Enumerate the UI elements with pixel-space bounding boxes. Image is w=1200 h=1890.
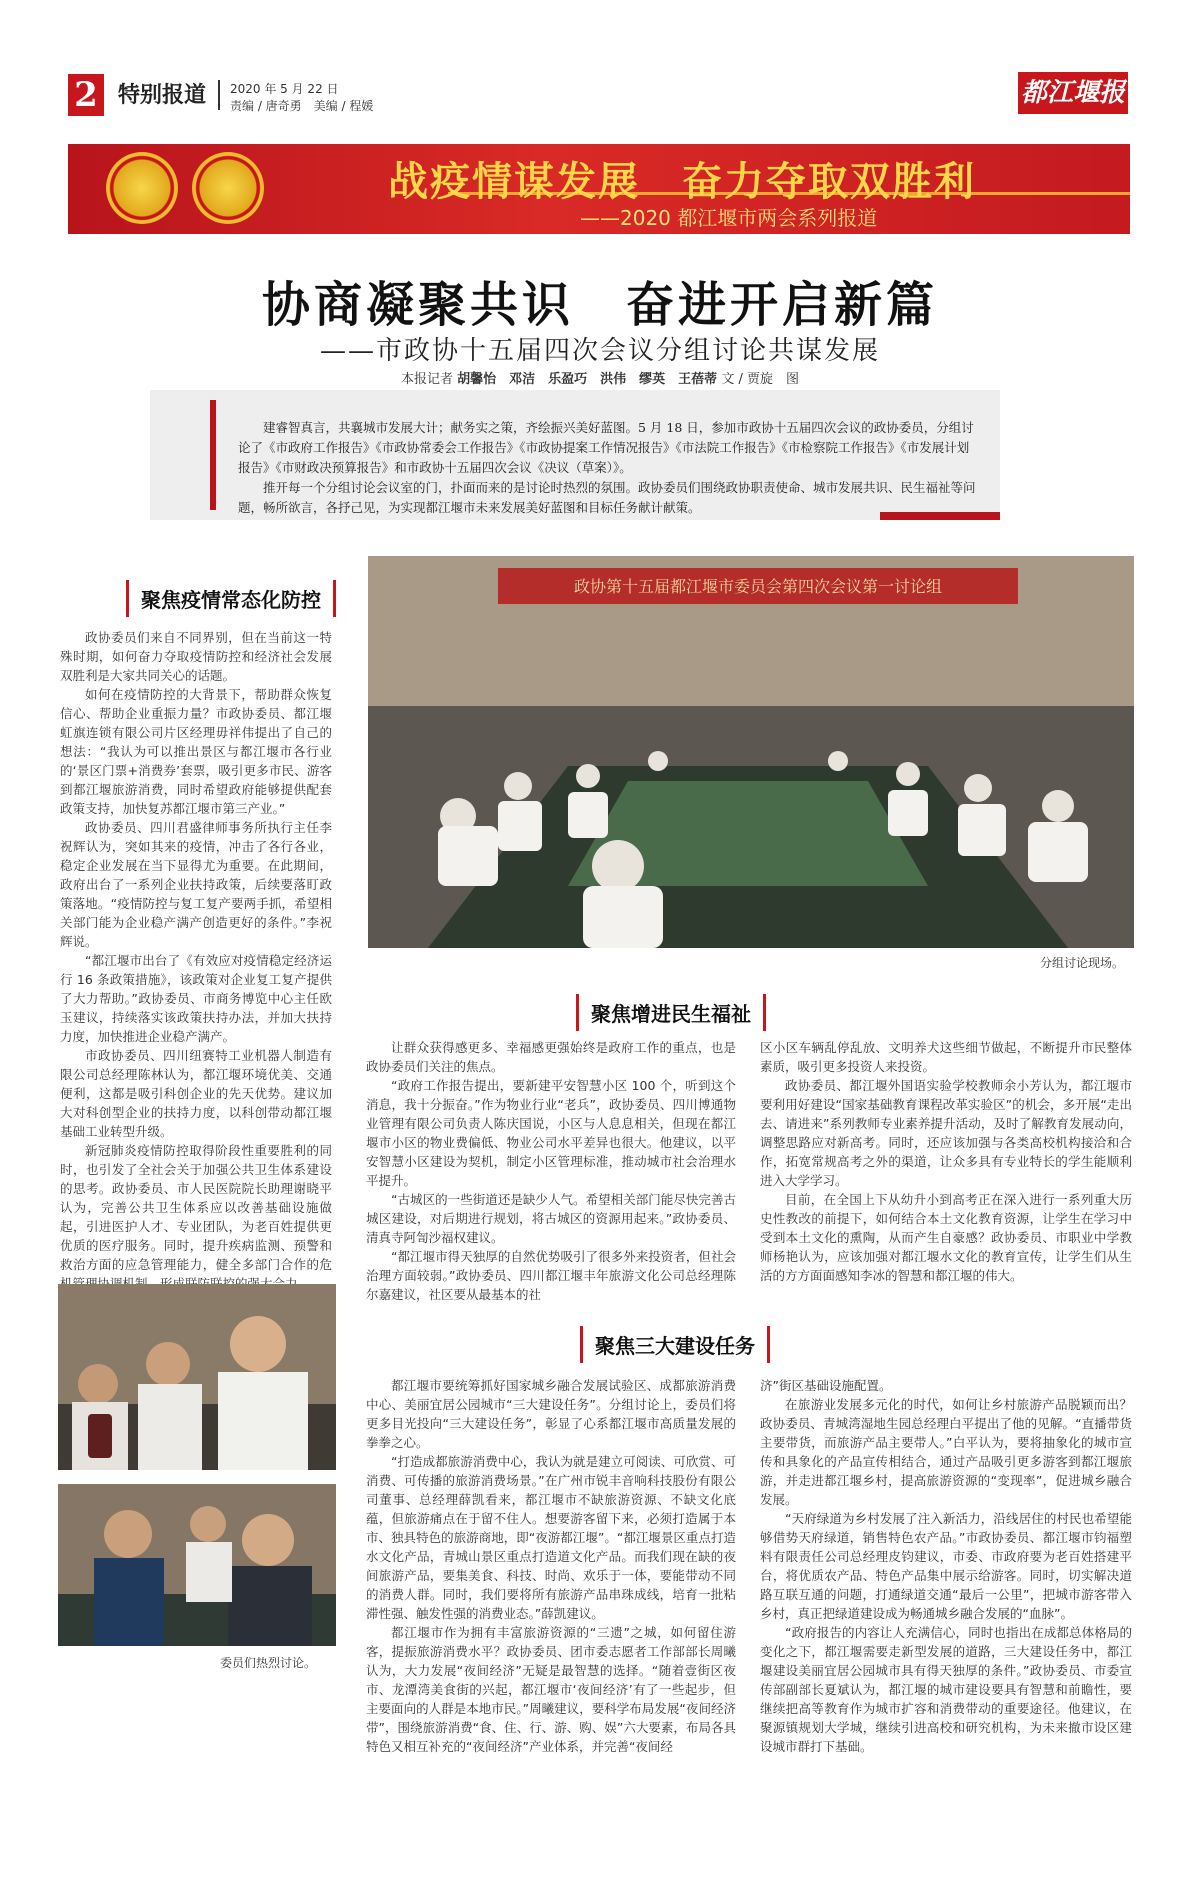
lead-accent-bar <box>210 400 216 510</box>
issue-date: 2020 年 5 月 22 日 <box>230 82 339 96</box>
paragraph: 区小区车辆乱停乱放、文明养犬这些细节做起，不断提升市民整体素质，吸引更多投资人来投资。 <box>760 1040 1132 1074</box>
lead-box <box>150 390 1000 520</box>
delegates-photo-2-illustration <box>58 1484 336 1646</box>
paragraph: “古城区的一些街道还是缺少人气。希望相关部门能尽快完善古城区建设，对后期进行规划，将古城区的资源用起来。”政协委员、清真寺阿訇沙福权建议。 <box>366 1192 736 1245</box>
paragraph: 都江堰市要统筹抓好国家城乡融合发展试验区、成都旅游消费中心、美丽宜居公园城市“三大建设任务”。分组讨论上，委员们将更多目光投向“三大建设任务”，彰显了心系都江堰市高质量发展的拳拳之心。 <box>366 1378 736 1450</box>
banner-title: 战疫情谋发展 奋力夺取双胜利 <box>388 159 976 205</box>
meeting-photo <box>368 556 1134 948</box>
paragraph: “都江堰市出台了《有效应对疫情稳定经济运行 16 条政策措施》，该政策对企业复工复产提供了大力帮助。”政协委员、市商务博览中心主任欧玉建议，持续落实该政策扶持办法，并加大扶持力度，加快推进企业稳产满产。 <box>60 953 332 1044</box>
paragraph: “政府报告的内容让人充满信心，同时也指出在成都总体格局的变化之下，都江堰需要走新型发展的道路，三大建设任务中，都江堰建设美丽宜居公园城市具有得天独厚的条件。”政协委员、市委宣传部副部长夏斌认为，都江堰的城市建设要具有智慧和前瞻性，要继续把高等教育作为城市扩容和消费带动的重要途径。他建议，在聚源镇规划大学城，继续引进高校和研究机构，为未来撤市设区建设城市群打下基础。 <box>760 1625 1132 1754</box>
byline-label: 本报记者 <box>401 372 454 387</box>
delegates-photo-2 <box>58 1484 336 1646</box>
paragraph: 在旅游业发展多元化的时代，如何让乡村旅游产品脱颖而出？政协委员、青城湾湿地生园总经理白平提出了他的见解。“直播带货主要带货，而旅游产品主要带人。”白平认为，要将抽象化的城市宣传和具象化的产品宣传相结合，通过产品吸引更多游客到都江堰旅游，并走进都江堰乡村，提高旅游资源的“变现率”，促进城乡融合发展。 <box>760 1397 1132 1507</box>
delegates-photo-caption: 委员们热烈讨论。 <box>220 1656 317 1670</box>
meeting-photo-illustration <box>368 556 1134 948</box>
paragraph: 济”街区基础设施配置。 <box>760 1378 892 1393</box>
meeting-photo-caption: 分组讨论现场。 <box>1040 956 1125 970</box>
headline: 协商凝聚共识 奋进开启新篇 <box>261 277 938 333</box>
paragraph: 目前，在全国上下从幼升小到高考正在深入进行一系列重大历史性教改的前提下，如何结合本土文化教育资源，让学生在学习中受到本土文化的熏陶，从而产生自豪感？政协委员、市职业中学教师杨艳认为，应该加强对都江堰水文化的教育宣传，让学生们从生活的方方面面感知李冰的智慧和都江堰的伟大。 <box>760 1192 1132 1283</box>
subheadline: ——市政协十五届四次会议分组讨论共谋发展 <box>319 336 880 366</box>
paragraph: 政协委员、都江堰外国语实验学校教师余小芳认为，都江堰市要利用好建设“国家基础教育课程改革实验区”的机会，多开展“走出去、请进来”系列教师专业素养提升活动，及时了解教育发展动向，调整思路应对新高考。同时，还应该加强与各类高校机构接洽和合作，拓宽常规高考之外的渠道，让众多具有专业特长的学生能顺利进入大学学习。 <box>760 1078 1132 1188</box>
paragraph: “天府绿道为乡村发展了注入新活力，沿线居住的村民也希望能够借势天府绿道，销售特色农产品。”市政协委员、都江堰市钧福塑料有限责任公司总经理皮钧建议，市委、市政府要为老百姓搭建平台，将优质农产品、特色产品集中展示给游客。同时，切实解决道路互联互通的问题，打通绿道交通“最后一公里”，把城市游客带入乡村，真正把绿道建设成为畅通城乡融合发展的“血脉”。 <box>760 1511 1132 1621</box>
paragraph: 政协委员、四川君盛律师事务所执行主任李祝辉认为，突如其来的疫情，冲击了各行各业，稳定企业发展在当下显得尤为重要。在此期间，政府出台了一系列企业扶持政策，后续要落盯政策落地。“疫情防控与复工复产要两手抓，希望相关部门能为企业稳产满产创造更好的条件。”李祝辉说。 <box>60 820 332 949</box>
delegates-photo-1 <box>58 1284 336 1470</box>
paragraph: 让群众获得感更多、幸福感更强始终是政府工作的重点，也是政协委员们关注的焦点。 <box>366 1040 736 1074</box>
paragraph: “打造成都旅游消费中心，我认为就是建立可阅读、可欣赏、可消费、可传播的旅游消费场景。”在广州市锐丰音响科技股份有限公司董事、总经理薛凯看来，都江堰市不缺旅游资源、不缺文化底蕴，但旅游痛点在于留不住人。想要游客留下来，必须打造属于本市、独具特色的旅游商地，即“夜游都江堰”。“都江堰景区重点打造水文化产品，青城山景区重点打造道文化产品。而我们现在缺的夜间旅游产品，要集美食、科技、时尚、欢乐于一体，要能带动不同的消费人群。同时，我们要将所有旅游产品串珠成线，培育一批粘滞性强、触发性强的消费业态。”薛凯建议。 <box>366 1454 736 1621</box>
section-label: 特别报道 <box>118 83 207 108</box>
byline <box>0 368 1200 387</box>
paragraph: 都江堰市作为拥有丰富旅游资源的“三遗”之城，如何留住游客，提振旅游消费水平？政协委员、团市委志愿者工作部部长周曦认为，大力发展“夜间经济”无疑是最智慧的选择。“随着壹街区夜市、龙潭湾美食街的兴起，都江堰市‘夜间经济’有了一些起步，但主要面向的人群是本地市民。”周曦建议，要科学布局发展“夜间经济带”，围绕旅游消费“食、住、行、游、购、娱”六大要素，布局各具特色又相互补充的“夜间经济”产业体系，并完善“夜间经 <box>366 1625 736 1754</box>
section-title-three-tasks: 聚焦三大建设任务 <box>580 1326 770 1363</box>
series-banner <box>68 144 1130 234</box>
banner-subtitle: ——2020 都江堰市两会系列报道 <box>580 206 878 230</box>
section1-text <box>60 628 332 1293</box>
newspaper-logo: 都江堰报 <box>1018 72 1128 114</box>
section3-text-col1 <box>366 1376 736 1756</box>
paragraph: 政协委员们来自不同界别，但在当前这一特殊时期，如何奋力夺取疫情防控和经济社会发展双胜利是大家共同关心的话题。 <box>60 630 332 683</box>
cppcc-emblem-icon <box>192 152 264 224</box>
section-title-epidemic: 聚焦疫情常态化防控 <box>126 580 336 617</box>
section3-text-col2 <box>760 1376 1132 1756</box>
delegates-photo-1-illustration <box>58 1284 336 1470</box>
header-divider <box>218 80 220 110</box>
byline-role: 文 / 贾旋 图 <box>721 372 799 387</box>
byline-reporters: 胡馨怡 邓洁 乐盈巧 洪伟 缪英 王蓓蒂 <box>457 372 718 387</box>
section2-text-col2 <box>760 1038 1132 1285</box>
section2-text-col1 <box>366 1038 736 1304</box>
paragraph: “政府工作报告提出，要新建平安智慧小区 100 个，听到这个消息，我十分振奋。”作为物业行业“老兵”，政协委员、四川博通物业管理有限公司负责人陈庆国说，小区与人息息相关，但现在都江堰市小区的物业费偏低、物业公司水平差异也很大。他建议，以平安智慧小区建设为契机，制定小区管理标准，推动城市社会治理水平提升。 <box>366 1078 736 1188</box>
lead-paragraph: 推开每一个分组讨论会议室的门，扑面而来的是讨论时热烈的氛围。政协委员们围绕政协职责使命、城市发展共识、民生福祉等问题，畅所欲言，各抒己见，为实现都江堰市未来发展美好蓝图和目标任务献计献策。 <box>238 480 976 515</box>
editors-credit: 责编 / 唐奇勇 美编 / 程媛 <box>230 99 374 113</box>
lead-text <box>238 418 978 518</box>
meeting-banner-text: 政协第十五届都江堰市委员会第四次会议第一讨论组 <box>573 577 943 596</box>
section-title-welfare: 聚焦增进民生福祉 <box>576 994 766 1031</box>
national-emblem-icon <box>106 152 178 224</box>
paragraph: 如何在疫情防控的大背景下，帮助群众恢复信心、帮助企业重振力量？市政协委员、都江堰虹旗连锁有限公司片区经理毋祥伟提出了自己的想法：“我认为可以推出景区与都江堰市各行业的‘景区门票+消费券’套票，吸引更多市民、游客到都江堰旅游消费，同时希望政府能够提供配套政策支持，加快复苏都江堰市第三产业。” <box>60 687 332 816</box>
paragraph: “都江堰市得天独厚的自然优势吸引了很多外来投资者，但社会治理方面较弱。”政协委员、四川都江堰丰年旅游文化公司总经理陈尔嘉建议，社区要从最基本的社 <box>366 1249 736 1302</box>
page-number: 2 <box>68 74 104 116</box>
paragraph: 市政协委员、四川纽赛特工业机器人制造有限公司总经理陈林认为，都江堰环境优美、交通便利，这都是吸引科创企业的先天优势。建议加大对科创型企业的扶持力度，以科创带动都江堰基础工业转型升级。 <box>60 1048 332 1139</box>
paragraph: 新冠肺炎疫情防控取得阶段性重要胜利的同时，也引发了全社会关于加强公共卫生体系建设的思考。政协委员、市人民医院院长助理谢晓平认为，完善公共卫生体系应以改善基础设施做起，引进医护人才、专业团队，为老百姓提供更优质的医疗服务。同时，提升疾病监测、预警和救治方面的应急管理能力，健全多部门合作的危 <box>60 1143 332 1272</box>
lead-paragraph: 建睿智真言，共襄城市发展大计；献务实之策，齐绘振兴美好蓝图。5 月 18 日，参加市政协十五届四次会议的政协委员，分组讨论了《市政府工作报告》《市政协常委会工作报告》《市政协提案工作情况报告》《市法院工作报告》《市检察院工作报告》《市发展计划报告》《市财政决预算报告》和市政协十五届四次会议《决议（草案）》。 <box>238 420 974 475</box>
